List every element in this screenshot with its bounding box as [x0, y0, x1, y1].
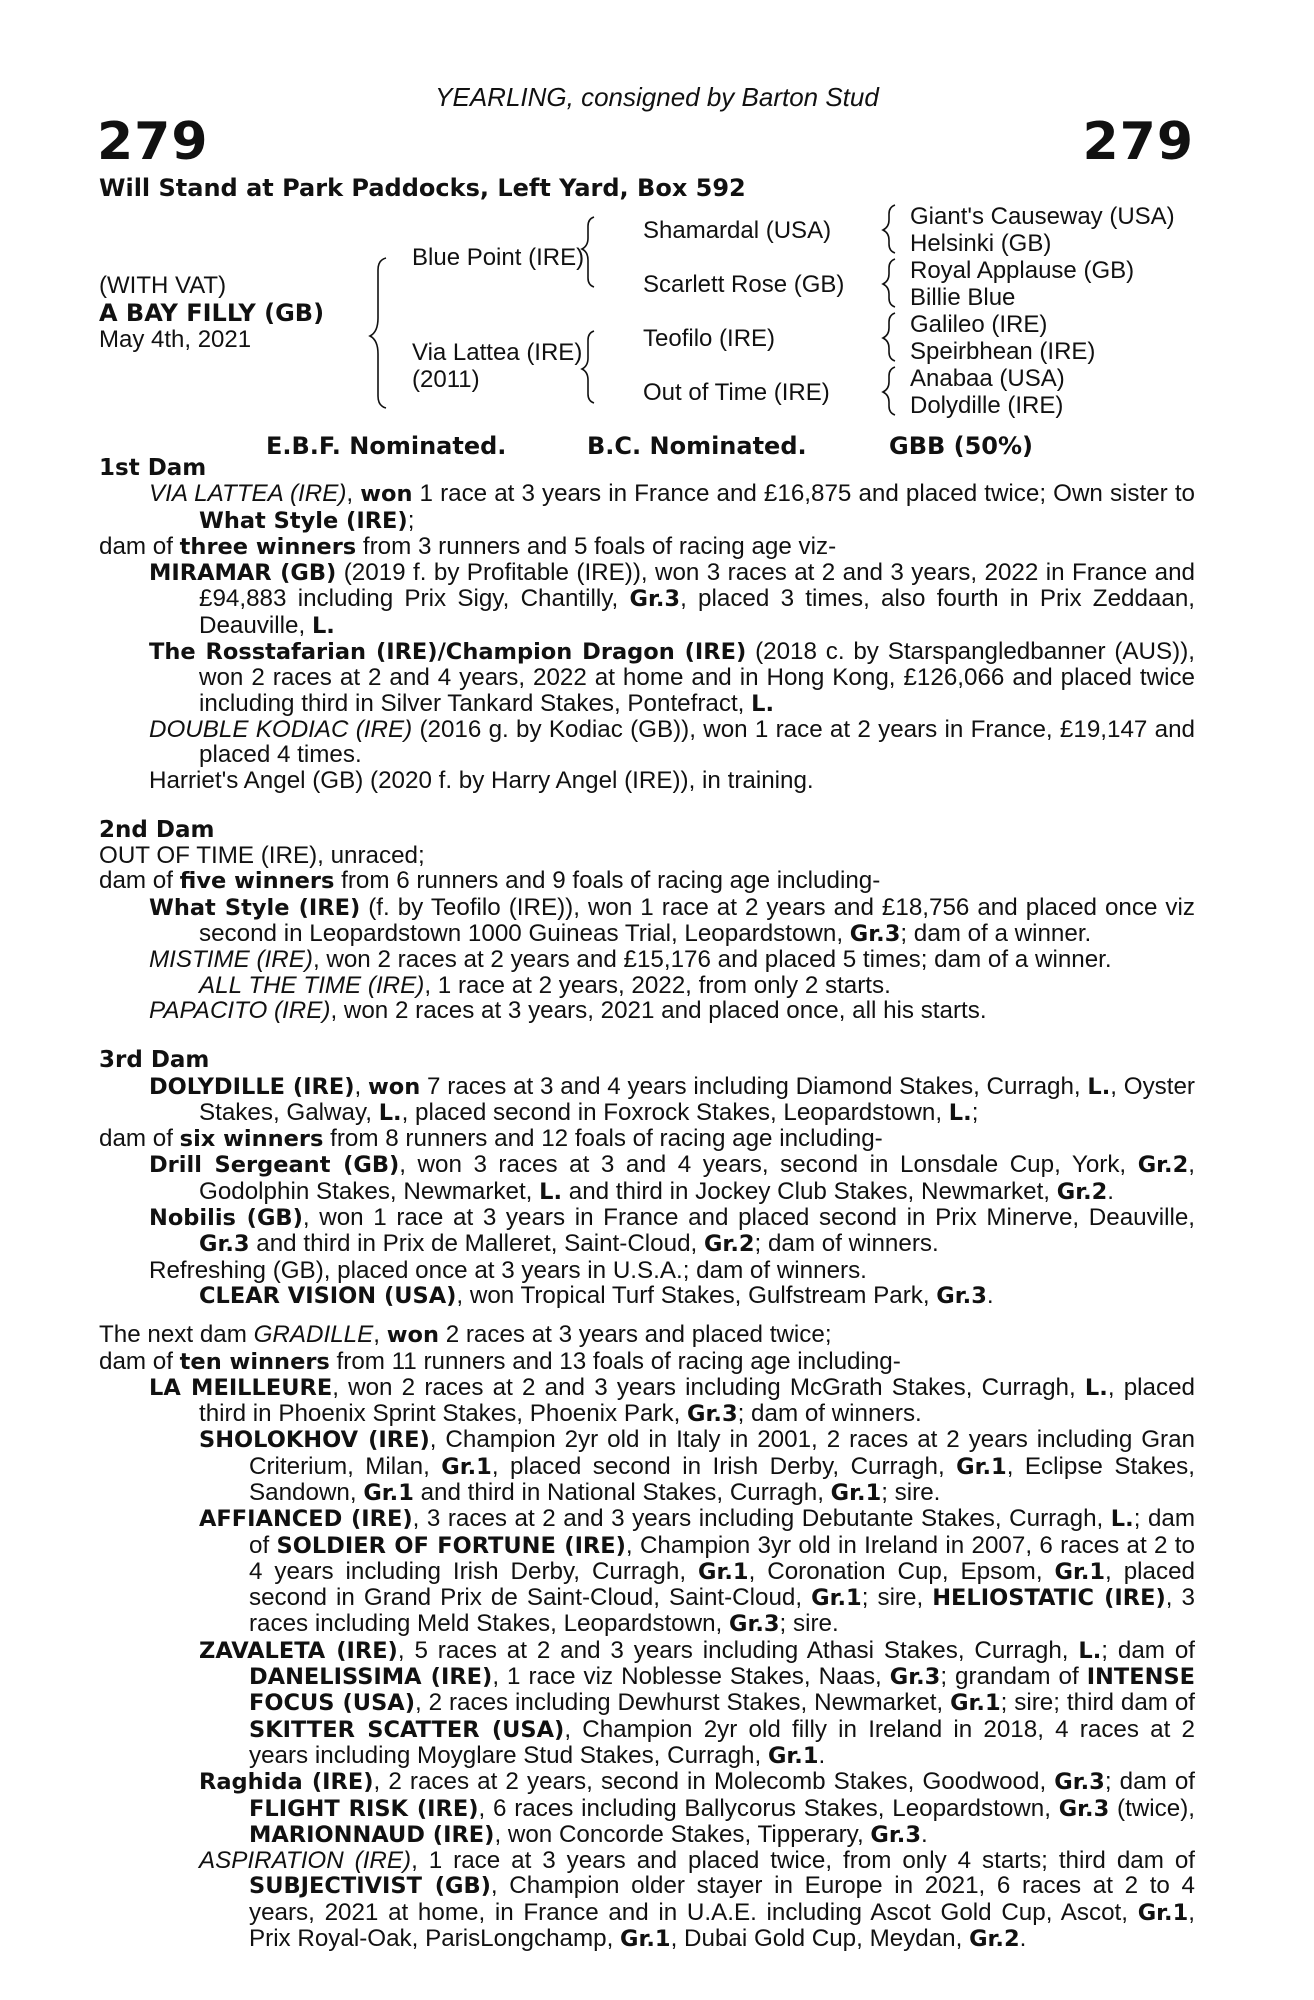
bc-nomination: B.C. Nominated. — [587, 432, 807, 460]
text-run: ; dam of a winner. — [900, 920, 1092, 948]
bold-text: won — [386, 1322, 439, 1349]
text-run: ; sire. — [779, 1610, 839, 1638]
text-run: , Champion older stayer in Europe in 2021, 6 races at 2 to 4 years, 2021 at home, in France and in U.A.E. including Ascot Gold Cup, Ascot, — [249, 1872, 1195, 1926]
text-run: , 3 races at 2 and 3 years including Debutante Stakes, Curragh, — [412, 1505, 1111, 1533]
grand-produce-entry — [99, 1769, 1195, 1848]
bold-text: HELIOSTATIC (IRE) — [932, 1585, 1166, 1612]
bold-text: three winners — [179, 533, 357, 560]
text-run: The next dam — [99, 1321, 254, 1349]
next-dam-dam-of — [99, 1349, 1195, 1375]
bold-text: DOLYDILLE (IRE) — [149, 1073, 355, 1100]
catalogue-body — [99, 456, 1195, 1952]
text-run: ; — [407, 506, 415, 534]
produce-entry — [99, 560, 1195, 639]
bold-text: LA MEILLEURE — [149, 1374, 333, 1401]
bold-text: Gr.2 — [703, 1231, 755, 1258]
text-run: (2016 g. by Kodiac (GB)), won 1 race at 2 years in France, £19,147 and placed 4 times. — [199, 715, 1195, 769]
text-run: , Coronation Cup, Epsom, — [748, 1557, 1055, 1585]
brace-main — [370, 258, 386, 408]
bold-text: Gr.1 — [1137, 1899, 1189, 1926]
text-run: ; dam of — [249, 1505, 1195, 1559]
bold-text: SOLDIER OF FORTUNE (IRE) — [276, 1532, 626, 1559]
sire-sire-dam: Helsinki (GB) — [910, 230, 1052, 257]
italic-text: PAPACITO (IRE) — [149, 996, 331, 1024]
text-run: . — [986, 1281, 994, 1309]
text-run: 2 races at 3 years and placed twice; — [438, 1321, 832, 1349]
bold-text: L. — [539, 1178, 563, 1205]
text-run: ; sire. — [881, 1478, 941, 1506]
italic-text: MISTIME (IRE) — [149, 946, 313, 974]
text-run: (2018 c. by Starspangledbanner (AUS)), won 2 races at 2 and 4 years, 2022 at home and in Hong Kong, £126,066 and placed twice including third in Silver Tankard Stakes, Pontefract, — [199, 638, 1195, 717]
text-run: , placed second in Grand Prix de Saint-Cloud, Saint-Cloud, — [249, 1557, 1195, 1612]
text-run: , placed second in Foxrock Stakes, Leopardstown, — [401, 1098, 949, 1126]
foaling-date: May 4th, 2021 — [99, 326, 252, 353]
text-run: dam of — [99, 1125, 180, 1153]
produce-entry — [99, 717, 1195, 768]
text-run: , 6 races including Ballycorus Stakes, Leopardstown, — [478, 1794, 1059, 1822]
bold-text: L. — [751, 690, 775, 717]
bold-text: Gr.3 — [728, 1611, 780, 1638]
third-dam-heading: 3rd Dam — [99, 1047, 210, 1074]
second-dam-intro — [99, 843, 1195, 868]
bold-text: Raghida (IRE) — [199, 1769, 374, 1796]
bold-text: won — [360, 481, 413, 508]
text-run: Refreshing (GB), placed once at 3 years in U.S.A.; dam of winners. — [149, 1256, 867, 1284]
dam-sire: Teofilo (IRE) — [643, 325, 776, 352]
bold-text: Gr.2 — [969, 1926, 1020, 1953]
stable-location: Will Stand at Park Paddocks, Left Yard, Box 592 — [99, 174, 746, 202]
text-run: Harriet's Angel (GB) (2020 f. by Harry Angel (IRE)), in training. — [149, 766, 814, 794]
produce-entry — [99, 1152, 1195, 1205]
lot-number-right: 279 — [1082, 112, 1194, 172]
text-run: 1 race at 3 years in France and £16,875 and placed twice; Own sister to — [412, 480, 1195, 508]
text-run: , won 2 races at 2 years and £15,176 and placed 5 times; dam of a winner. — [312, 946, 1112, 974]
grand-produce-entry — [99, 1283, 1195, 1309]
bold-text: SUBJECTIVIST (GB) — [249, 1873, 491, 1900]
brace-dd — [883, 367, 895, 415]
text-run: , won 2 races at 3 years, 2021 and placed once, all his starts. — [330, 996, 987, 1024]
text-run: (twice), — [1109, 1794, 1195, 1822]
text-run: , — [354, 1072, 368, 1100]
produce-entry — [99, 1205, 1195, 1258]
text-run: , placed second in Irish Derby, Curragh, — [491, 1452, 957, 1480]
text-run: 7 races at 3 and 4 years including Diamond Stakes, Curragh, — [420, 1072, 1088, 1100]
bold-text: Gr.3 — [889, 1664, 941, 1691]
first-dam-dam-of — [99, 534, 1195, 560]
brace-dam — [582, 331, 594, 403]
text-run: from 11 runners and 13 foals of racing age including- — [329, 1347, 901, 1375]
bold-text: Gr.3 — [849, 921, 901, 948]
grand-produce-entry — [99, 1848, 1195, 1952]
text-run: , 5 races at 2 and 3 years including Athasi Stakes, Curragh, — [397, 1636, 1079, 1664]
text-run: , 2 races including Dewhurst Stakes, Newmarket, — [414, 1689, 951, 1717]
text-run: , Dubai Gold Cup, Meydan, — [670, 1925, 970, 1953]
sire-sire-sire: Giant's Causeway (USA) — [910, 203, 1175, 230]
text-run: , placed third in Phoenix Sprint Stakes, Phoenix Park, — [199, 1373, 1195, 1428]
text-run: , Prix Royal-Oak, ParisLongchamp, — [249, 1898, 1195, 1953]
text-run: , Champion 2yr old in Italy in 2001, 2 races at 2 years including Gran Criterium, Milan, — [249, 1426, 1195, 1480]
ebf-nomination: E.B.F. Nominated. — [266, 432, 507, 460]
bold-text: ten winners — [179, 1348, 330, 1375]
dam-sire-dam: Speirbhean (IRE) — [910, 338, 1096, 365]
text-run: , Godolphin Stakes, Newmarket, — [199, 1151, 1195, 1205]
sire-sire: Shamardal (USA) — [643, 217, 832, 244]
dam-sire-sire: Galileo (IRE) — [910, 311, 1048, 338]
bold-text: Gr.1 — [830, 1479, 882, 1506]
text-run: , 1 race at 2 years, 2022, from only 2 starts. — [424, 971, 891, 999]
sire-dam: Scarlett Rose (GB) — [643, 271, 845, 298]
bold-text: The Rosstafarian (IRE)/Champion Dragon (IRE) — [149, 639, 747, 666]
produce-entry — [99, 947, 1195, 972]
section-gap — [99, 793, 1195, 818]
gbb-note: GBB (50%) — [889, 432, 1034, 460]
first-dam-intro — [99, 481, 1195, 534]
text-run: ; dam of winners. — [754, 1230, 939, 1258]
bold-text: Gr.3 — [870, 1821, 921, 1848]
bold-text: won — [367, 1073, 421, 1100]
bold-text: CLEAR VISION (USA) — [199, 1282, 457, 1309]
text-run: ; sire, — [861, 1584, 933, 1612]
text-run: , — [346, 480, 361, 508]
bold-text: Gr.1 — [698, 1558, 749, 1585]
second-dam-heading: 2nd Dam — [99, 816, 215, 843]
bold-text: Gr.2 — [1137, 1152, 1189, 1179]
text-run: from 3 runners and 5 foals of racing age viz- — [356, 532, 837, 560]
grand-produce-entry — [99, 1427, 1195, 1506]
italic-text: ALL THE TIME (IRE) — [199, 971, 425, 999]
consignment-line: YEARLING, consigned by Barton Stud — [435, 82, 879, 112]
bold-text: Gr.1 — [1054, 1558, 1106, 1585]
grand-produce-entry — [99, 973, 1195, 998]
grand-produce-entry — [99, 1638, 1195, 1769]
third-dam-intro — [99, 1074, 1195, 1127]
bold-text: L. — [311, 612, 335, 639]
text-run: , placed 3 times, also fourth in Prix Zeddaan, Deauville, — [199, 585, 1196, 639]
text-run: . — [1019, 1925, 1027, 1953]
dam-dam: Out of Time (IRE) — [643, 379, 830, 406]
produce-entry — [99, 1258, 1195, 1283]
bold-text: L. — [1084, 1374, 1108, 1401]
bold-text: Gr.1 — [956, 1453, 1007, 1480]
next-dam-intro — [99, 1322, 1195, 1348]
text-run: ; sire; third dam of — [1000, 1689, 1196, 1717]
bold-text: Gr.3 — [629, 586, 681, 613]
text-run: . — [818, 1741, 826, 1769]
sire-dam-dam: Billie Blue — [910, 284, 1016, 311]
produce-entry — [99, 895, 1195, 948]
bold-text: Gr.1 — [441, 1453, 492, 1480]
bold-text: Gr.2 — [1056, 1178, 1108, 1205]
bold-text: SKITTER SCATTER (USA) — [249, 1716, 565, 1743]
sire-name: Blue Point (IRE) — [412, 244, 585, 271]
brace-ss — [883, 205, 895, 253]
produce-entry — [99, 639, 1195, 717]
produce-entry — [99, 768, 1195, 793]
horse-name: A BAY FILLY (GB) — [99, 299, 325, 327]
text-run: ; grandam of — [940, 1663, 1087, 1691]
bold-text: Gr.3 — [199, 1231, 250, 1258]
text-run: , Eclipse Stakes, Sandown, — [249, 1452, 1195, 1506]
text-run: (2019 f. by Profitable (IRE)), won 3 races at 2 and 3 years, 2022 in France and £94,883 including Prix Sigy, Chantilly, — [199, 559, 1195, 613]
brace-ds — [883, 313, 895, 361]
text-run: , 3 races including Meld Stakes, Leopardstown, — [249, 1584, 1195, 1638]
produce-entry — [99, 998, 1195, 1023]
bold-text: Gr.3 — [1058, 1795, 1110, 1822]
bold-text: INTENSE FOCUS (USA) — [249, 1664, 1196, 1717]
text-run: , won 3 races at 3 and 4 years, second in Lonsdale Cup, York, — [399, 1151, 1138, 1179]
italic-text: ASPIRATION (IRE) — [199, 1847, 412, 1875]
text-run: , Champion 3yr old in Ireland in 2007, 6 races at 2 to 4 years including Irish Derby, Curragh, — [249, 1531, 1195, 1585]
dam-dam-sire: Anabaa (USA) — [910, 365, 1065, 392]
bold-text: Drill Sergeant (GB) — [149, 1152, 400, 1179]
text-run: , won 2 races at 2 and 3 years including McGrath Stakes, Curragh, — [332, 1373, 1085, 1401]
dam-name: Via Lattea (IRE) — [412, 339, 583, 366]
produce-entry — [99, 1375, 1195, 1428]
italic-text: VIA LATTEA (IRE) — [149, 480, 347, 508]
text-run: , 1 race viz Noblesse Stakes, Naas, — [492, 1663, 890, 1691]
sire-dam-sire: Royal Applause (GB) — [910, 257, 1135, 284]
text-run: , 1 race at 3 years and placed twice, from only 4 starts; third dam of — [411, 1847, 1195, 1875]
bold-text: MARIONNAUD (IRE) — [249, 1821, 495, 1848]
bold-text: L. — [948, 1099, 972, 1126]
brace-sd — [883, 259, 895, 307]
bold-text: What Style (IRE) — [149, 894, 361, 921]
bold-text: FLIGHT RISK (IRE) — [249, 1795, 479, 1822]
bold-text: DANELISSIMA (IRE) — [249, 1664, 493, 1691]
bold-text: six winners — [179, 1126, 324, 1153]
grand-produce-entry — [99, 1506, 1195, 1637]
text-run: and third in National Stakes, Curragh, — [413, 1478, 831, 1506]
text-run: , Champion 2yr old filly in Ireland in 2018, 4 races at 2 years including Moyglare Stud Stakes, Curragh, — [249, 1715, 1196, 1769]
text-run: , won Tropical Turf Stakes, Gulfstream Park, — [456, 1281, 937, 1309]
bold-text: Gr.3 — [687, 1401, 738, 1428]
text-run: , — [373, 1321, 387, 1349]
dam-foaled-year: (2011) — [412, 366, 480, 393]
second-dam-dam-of — [99, 868, 1195, 894]
text-run: OUT OF TIME (IRE), unraced; — [99, 842, 425, 870]
bold-text: Gr.1 — [363, 1479, 414, 1506]
text-run: dam of — [99, 1347, 180, 1375]
text-run: (f. by Teofilo (IRE)), won 1 race at 2 years and £18,756 and placed once viz second in Leopardstown 1000 Guineas Trial, Leopardstown, — [199, 893, 1195, 948]
italic-text: GRADILLE — [253, 1321, 374, 1349]
text-run: , won 1 race at 3 years in France and placed second in Prix Minerve, Deauville, — [302, 1204, 1195, 1232]
bold-text: Gr.1 — [950, 1690, 1001, 1717]
text-run: ; — [971, 1098, 979, 1126]
bold-text: Gr.3 — [936, 1282, 987, 1309]
bold-text: five winners — [179, 868, 335, 895]
bold-text: L. — [1087, 1073, 1111, 1100]
bold-text: Gr.1 — [620, 1926, 671, 1953]
bold-text: L. — [1078, 1637, 1102, 1664]
text-run: dam of — [99, 532, 180, 560]
bold-text: L. — [1110, 1506, 1134, 1533]
bold-text: Gr.3 — [1054, 1769, 1105, 1796]
bold-text: Nobilis (GB) — [149, 1205, 303, 1232]
bold-text: What Style (IRE) — [199, 507, 408, 534]
italic-text: DOUBLE KODIAC (IRE) — [149, 715, 413, 743]
section-gap — [99, 1023, 1195, 1048]
text-run: ; dam of — [1101, 1636, 1195, 1664]
vat-note: (WITH VAT) — [99, 272, 227, 299]
text-run: , Oyster Stakes, Galway, — [199, 1072, 1195, 1126]
text-run: and third in Prix de Malleret, Saint-Cloud, — [249, 1230, 704, 1258]
text-run: and third in Jockey Club Stakes, Newmarket, — [562, 1177, 1057, 1205]
text-run: dam of — [99, 867, 180, 895]
bold-text: AFFIANCED (IRE) — [199, 1506, 413, 1533]
text-run: ; dam of winners. — [737, 1400, 922, 1428]
text-run: from 8 runners and 12 foals of racing age including- — [323, 1125, 883, 1153]
dam-dam-dam: Dolydille (IRE) — [910, 392, 1064, 419]
bold-text: Gr.1 — [767, 1742, 819, 1769]
bold-text: SHOLOKHOV (IRE) — [199, 1427, 430, 1454]
first-dam-heading: 1st Dam — [99, 455, 207, 481]
text-run: . — [1107, 1177, 1115, 1205]
text-run: , won Concorde Stakes, Tipperary, — [494, 1820, 871, 1848]
text-run: ; dam of — [1104, 1768, 1196, 1796]
bold-text: Gr.1 — [811, 1585, 862, 1612]
bold-text: L. — [378, 1099, 402, 1126]
lot-number-left: 279 — [97, 112, 209, 172]
text-run: , 2 races at 2 years, second in Molecomb Stakes, Goodwood, — [373, 1768, 1055, 1796]
bold-text: ZAVALETA (IRE) — [199, 1637, 398, 1664]
text-run: . — [920, 1820, 928, 1848]
text-run: from 6 runners and 9 foals of racing age including- — [334, 867, 881, 895]
third-dam-dam-of — [99, 1126, 1195, 1152]
bold-text: MIRAMAR (GB) — [149, 560, 337, 587]
